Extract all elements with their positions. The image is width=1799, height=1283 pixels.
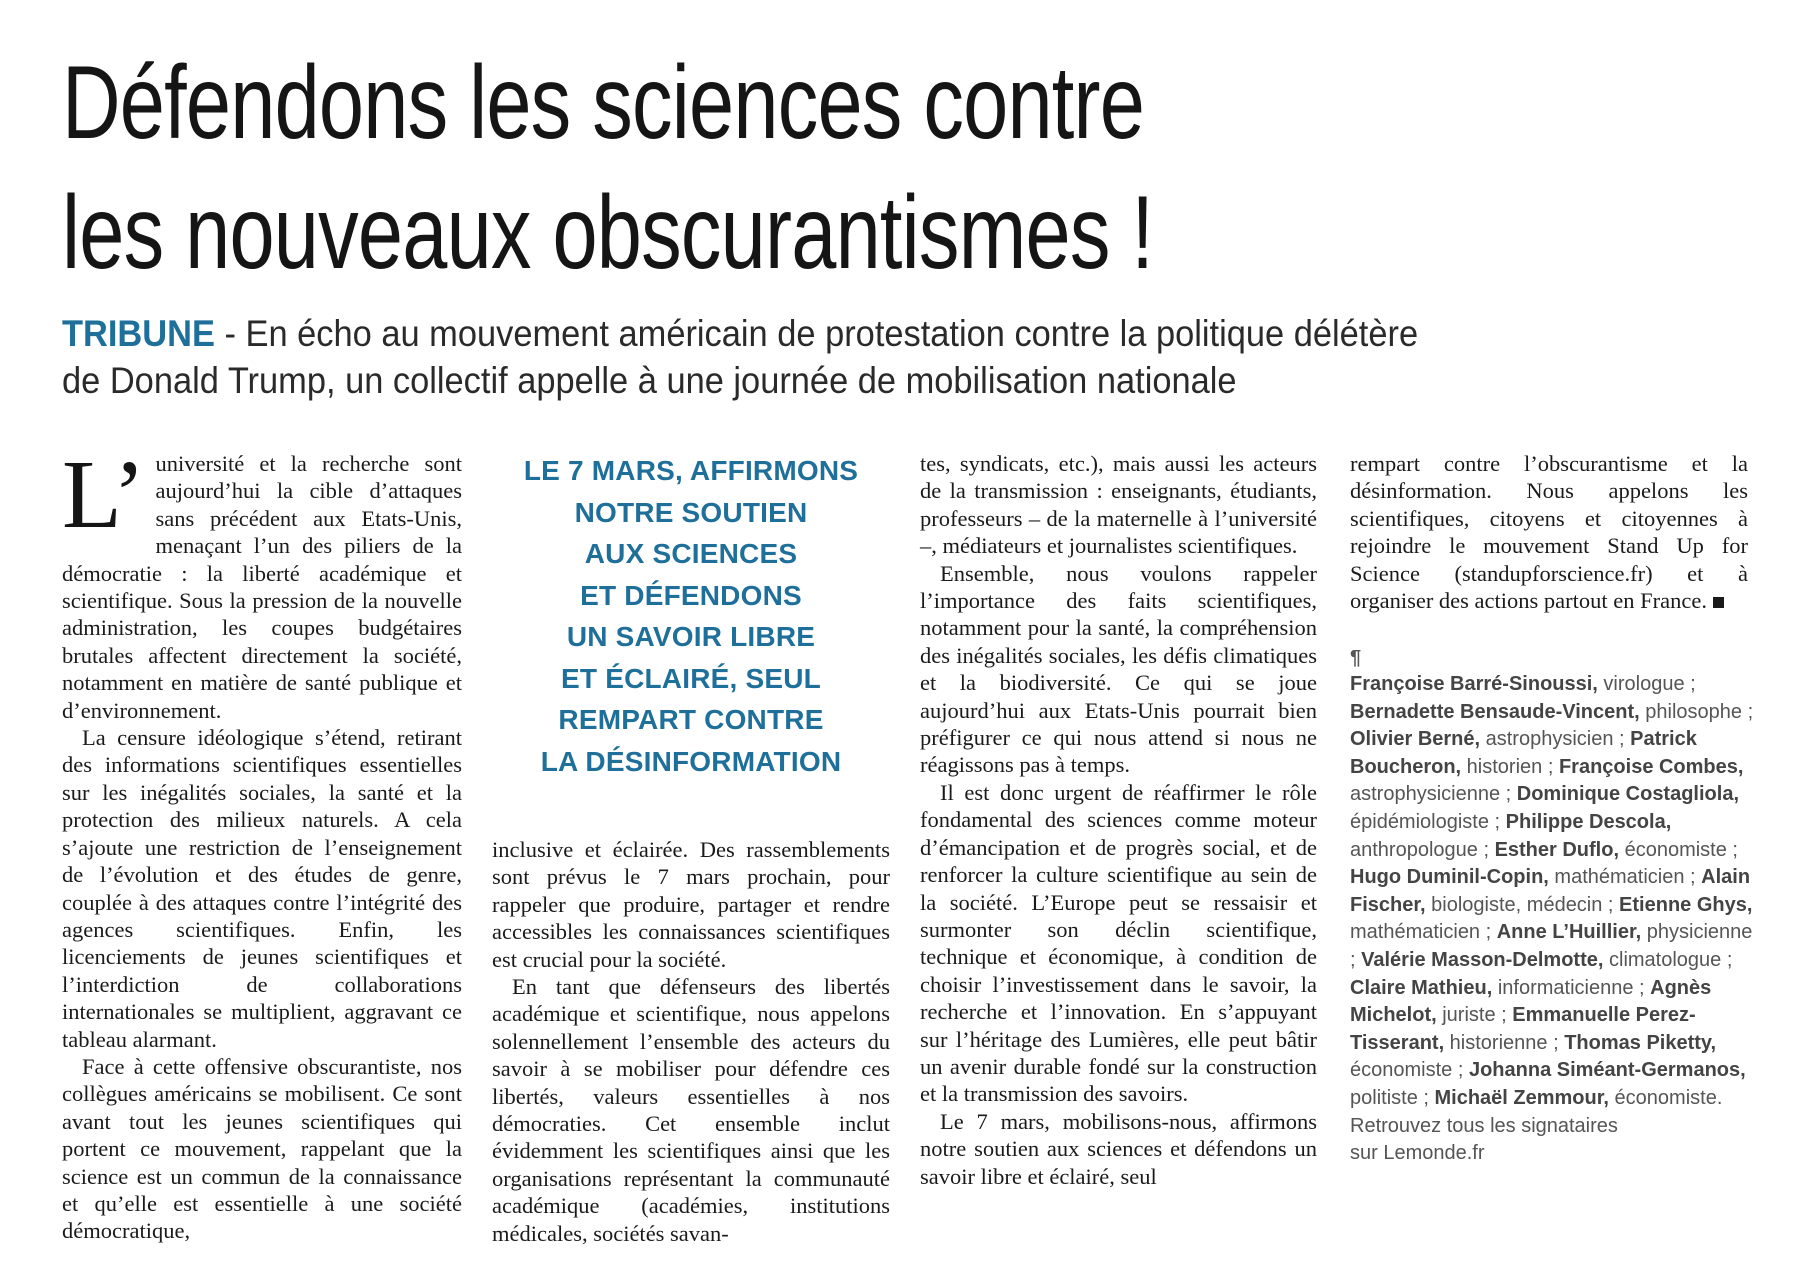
- signatory-role: physicienne ;: [1350, 921, 1753, 971]
- signatory-role: économiste ;: [1350, 1059, 1469, 1082]
- signatory-name: Johanna Siméant-Germanos,: [1468, 1059, 1746, 1082]
- signatory-role: virologue ;: [1597, 673, 1696, 695]
- column-1: [62, 441, 462, 1245]
- pull-quote-line: LA DÉSINFORMATION: [540, 745, 842, 777]
- title-line-2: les nouveaux obscurantismes !: [62, 175, 1154, 291]
- signatory-role: économiste.: [1608, 1086, 1723, 1109]
- paragraph: [62, 441, 462, 724]
- signatory-role: historienne ;: [1444, 1031, 1565, 1054]
- signatory-role: informaticienne ;: [1492, 976, 1651, 999]
- signatory-name: Patrick Boucheron,: [1350, 728, 1697, 778]
- pull-quote-line: UN SAVOIR LIBRE: [566, 621, 816, 652]
- paragraph: inclusive et éclairée. Des rassemblements sont prévus le 7 mars prochain, pour rappeler que produire, partager et rendre accessibles les connaissances scientifiques est crucial pour la société.: [492, 837, 890, 972]
- signatory-name: Anne L’Huillier,: [1496, 921, 1642, 944]
- signatory-role: mathématicien ;: [1548, 866, 1702, 889]
- paragraph: En tant que défenseurs des libertés académique et scientifique, nous appelons solennellement l’ensemble des acteurs du savoir à se mobiliser pour défendre ces libertés, valeurs essentielles à nos démocraties. Cet ensemble inclut évidemment les scientifiques ainsi que les organisations représentant la communauté académique (académies, institutions médicales, sociétés savan-: [492, 974, 890, 1246]
- signatory-role: biologiste, médecin ;: [1425, 893, 1620, 916]
- signatory-role: anthropologue ;: [1350, 838, 1495, 861]
- signatory-role: épidémiologiste ;: [1350, 810, 1506, 833]
- signatory-name: Michaël Zemmour,: [1434, 1086, 1609, 1109]
- column-2: [492, 836, 890, 1247]
- paragraph: Le 7 mars, mobilisons-nous, affirmons notre soutien aux sciences et défendons un savoir libre et éclairé, seul: [920, 1108, 1317, 1189]
- signatory-name: Dominique Costagliola,: [1516, 783, 1740, 806]
- signatory-name: Etienne Ghys,: [1619, 893, 1753, 916]
- kicker-label: TRIBUNE: [62, 313, 215, 354]
- pull-quote-line: NOTRE SOUTIEN: [574, 496, 808, 528]
- signatory-name: Agnès Michelot,: [1350, 976, 1712, 1027]
- signatory-entry: [1350, 701, 1753, 723]
- signatory-role: astrophysicien ;: [1480, 728, 1631, 751]
- signatory-name: Alain Fischer,: [1350, 866, 1751, 916]
- paragraph: Il est donc urgent de réaffirmer le rôle fondamental des sciences comme moteur d’émancipation et de progrès social, et de renforcer la culture scientifique au sein de la société. L’Europe peut se ressaisir et surmonter son déclin scientifique, technique et économique, à condition de choisir l’investissement dans le savoir, la recherche et l’innovation. En s’appuyant sur l’héritage des Lumières, elle peut bâtir un avenir durable fondé sur la construction et la transmission des savoirs.: [920, 779, 1317, 1107]
- column-4: [1350, 450, 1748, 614]
- signatory-name: Valérie Masson-Delmotte,: [1361, 948, 1604, 971]
- paragraph: [1350, 450, 1748, 614]
- signatory-entry: [1350, 866, 1701, 888]
- signatory-name: Emmanuelle Perez-Tisserant,: [1350, 1004, 1696, 1054]
- paragraph: Ensemble, nous voulons rappeler l’importance des faits scientifiques, notamment pour la santé, la compréhension des inégalités sociales, les défis climatiques et la biodiversité. Ce qui se joue aujourd’hui aux Etats-Unis pourrait bien préfigurer ce qui nous attend si nous ne réagissons pas à temps.: [920, 560, 1317, 778]
- signatory-role: climatologue ;: [1603, 948, 1733, 971]
- signatories-box: [1350, 645, 1760, 1168]
- signatory-role: astrophysicienne ;: [1350, 783, 1517, 806]
- signatory-name: Françoise Combes,: [1558, 755, 1744, 778]
- signatory-name: Françoise Barré-Sinoussi,: [1350, 673, 1598, 695]
- signatory-entry: [1350, 728, 1630, 750]
- drop-cap: L’: [62, 441, 146, 549]
- paragraph-text: université et la recherche sont aujourd’hui la cible d’attaques sans précédent aux Etats-Unis, menaçant l’un des piliers de la démocratie : la liberté académique et scientifique. Sous la pression de la nouvelle administration, les coupes budgétaires brutales affectent directement la société, notamment en matière de santé publique et d’environnement.: [62, 451, 462, 723]
- signatory-role: mathématicien ;: [1350, 921, 1497, 944]
- signatory-entry: [1361, 949, 1732, 971]
- paragraph: Face à cette offensive obscurantiste, nos collègues américains se mobilisent. Ce sont avant tout les jeunes scientifiques qui portent ce mouvement, rappelant que la science est un commun de la connaissance et qu’elle est essentielle à une société démocratique,: [62, 1053, 462, 1244]
- pull-quote-line: ET ÉCLAIRÉ, SEUL: [561, 662, 821, 694]
- signatory-role: politiste ;: [1350, 1086, 1435, 1109]
- signatory-name: Claire Mathieu,: [1350, 976, 1493, 999]
- signatory-entry: [1495, 839, 1738, 861]
- standfirst-line-2: de Donald Trump, un collectif appelle à une journée de mobilisation nationale: [62, 360, 1237, 401]
- signatory-entry: [1434, 1087, 1722, 1109]
- column-3: [920, 450, 1317, 1190]
- pull-quote-line: AUX SCIENCES: [584, 538, 798, 569]
- signatory-role: économiste ;: [1619, 838, 1738, 861]
- signatory-name: Hugo Duminil-Copin,: [1350, 866, 1549, 889]
- signatory-name: Thomas Piketty,: [1564, 1031, 1717, 1054]
- signatory-role: historien ;: [1461, 755, 1559, 778]
- signatory-role: juriste ;: [1436, 1004, 1513, 1027]
- standfirst-line-1: - En écho au mouvement américain de protestation contre la politique délétère: [214, 313, 1419, 354]
- pull-quote-line: ET DÉFENDONS: [580, 579, 802, 611]
- paragraph: La censure idéologique s’étend, retirant des informations scientifiques essentielles sur les inégalités sociales, la santé et la protection des milieux naturels. A cela s’ajoute une restriction de l’enseignement de l’évolution et des études de genre, couplée à des attaques contre l’intégrité des agences scientifiques. Enfin, les licenciements de jeunes scientifiques et l’interdiction de collaborations internationales se multiplient, aggravant ce tableau alarmant.: [62, 725, 462, 1052]
- signatory-name: Philippe Descola,: [1505, 810, 1672, 833]
- more-signatories-line-1: Retrouvez tous les signataires: [1350, 1114, 1618, 1137]
- paragraph-text: rempart contre l’obscurantisme et la désinformation. Nous appelons les scientifiques, citoyens et citoyennes à rejoindre le mouvement Stand Up for Science (standupforscience.fr) et à organiser des actions partout en France.: [1350, 451, 1748, 614]
- title-line-1: Défendons les sciences contre: [62, 45, 1145, 161]
- standfirst: [62, 310, 1457, 404]
- signatory-role: philosophe ;: [1639, 700, 1754, 723]
- pilcrow-icon: ¶: [1350, 647, 1362, 669]
- more-signatories-line-2: sur Lemonde.fr: [1350, 1142, 1485, 1165]
- pull-quote: [492, 450, 890, 782]
- paragraph: tes, syndicats, etc.), mais aussi les acteurs de la transmission : enseignants, étudiants, professeurs – de la maternelle à l’université –, médiateurs et journalistes scientifiques.: [920, 451, 1317, 559]
- signatories-list: [1350, 673, 1753, 1109]
- article-title: [62, 38, 1232, 298]
- signatory-name: Olivier Berné,: [1350, 728, 1481, 751]
- signatory-entry: [1350, 977, 1650, 999]
- signatory-entry: [1350, 673, 1696, 695]
- pull-quote-line: REMPART CONTRE: [558, 704, 824, 735]
- end-mark-icon: [1713, 597, 1724, 608]
- signatory-name: Esther Duflo,: [1494, 838, 1620, 861]
- pull-quote-line: LE 7 MARS, AFFIRMONS: [523, 455, 859, 486]
- signatory-name: Bernadette Bensaude-Vincent,: [1350, 700, 1640, 723]
